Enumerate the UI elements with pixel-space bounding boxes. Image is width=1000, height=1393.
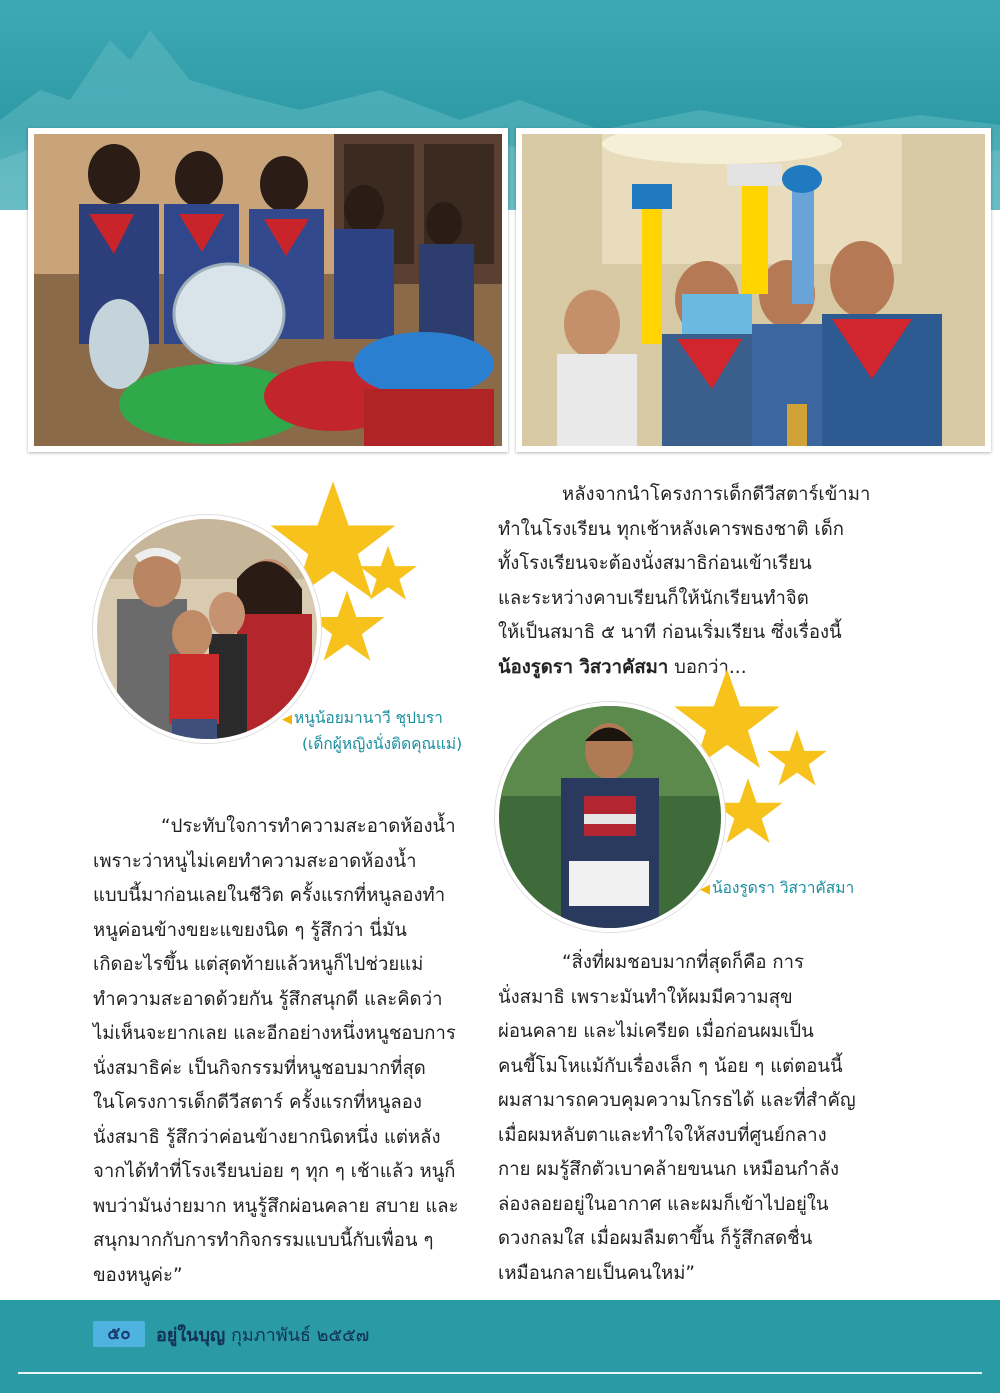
- girl-quote-line: หนูค่อนข้างขยะแขยงนิด ๆ รู้สึกว่า นี่มัน: [93, 919, 407, 941]
- magazine-title: อยู่ในบุญ: [156, 1325, 226, 1346]
- intro-line: และระหว่างคาบเรียนก็ให้นักเรียนทำจิต: [498, 587, 809, 609]
- intro-bold-name: น้องรูดรา วิสวาคัสมา: [498, 656, 669, 678]
- page-number-badge: ๕๐: [93, 1321, 145, 1347]
- intro-paragraph: [498, 478, 882, 685]
- boy-quote-line: คนขี้โมโหแม้กับเรื่องเล็ก ๆ น้อย ๆ แต่ตอนนี้: [498, 1055, 843, 1077]
- girl-quote-line: เพราะว่าหนูไม่เคยทำความสะอาดห้องน้ำ: [93, 850, 417, 872]
- boy-photo-caption: [700, 876, 854, 902]
- intro-line: หลังจากนำโครงการเด็กดีวีสตาร์เข้ามา: [562, 484, 871, 505]
- girl-quote-paragraph: [93, 810, 473, 1293]
- boy-quote-line: “สิ่งที่ผมชอบมากที่สุดก็คือ การ: [562, 952, 804, 973]
- boy-quote-line: เมื่อผมหลับตาและทำใจให้สงบที่ศูนย์กลาง: [498, 1124, 827, 1146]
- girl-quote-line: แบบนี้มาก่อนเลยในชีวิต ครั้งแรกที่หนูลองทำ: [93, 885, 446, 906]
- boy-quote-line: นั่งสมาธิ เพราะมันทำให้ผมมีความสุข: [498, 986, 793, 1008]
- photo-children-cleaning-tools: [516, 128, 991, 452]
- cleaning-scene-illustration: [522, 134, 985, 446]
- girl-caption-desc: (เด็กผู้หญิงนั่งติดคุณแม่): [302, 735, 463, 753]
- boy-quote-line: เหมือนกลายเป็นคนใหม่”: [498, 1262, 695, 1284]
- girl-quote-line: ของหนูค่ะ”: [93, 1264, 183, 1286]
- boy-quote-line: ล่องลอยอยู่ในอากาศ และผมก็เข้าไปอยู่ใน: [498, 1193, 829, 1215]
- girl-caption-name: หนูน้อยมานาวี ชุปบรา: [294, 709, 443, 727]
- girl-quote-line: จากได้ทำที่โรงเรียนบ่อย ๆ ทุก ๆ เช้าแล้ว หนูก็: [93, 1161, 456, 1182]
- boy-quote-paragraph: [498, 946, 882, 1291]
- girl-quote-line: “ประทับใจการทำความสะอาดห้องน้ำ: [161, 816, 456, 837]
- boy-caption-name: น้องรูดรา วิสวาคัสมา: [712, 879, 855, 897]
- intro-line: ทั้งโรงเรียนจะต้องนั่งสมาธิก่อนเข้าเรียน: [498, 553, 812, 574]
- girl-quote-line: นั่งสมาธิค่ะ เป็นกิจกรรมที่หนูชอบมากที่สุด: [93, 1057, 426, 1079]
- girl-quote-line: ในโครงการเด็กดีวีสตาร์ ครั้งแรกที่หนูลอง: [93, 1092, 422, 1113]
- boy-quote-line: ผ่อนคลาย และไม่เครียด เมื่อก่อนผมเป็น: [498, 1021, 814, 1042]
- girl-photo-caption: [282, 706, 462, 756]
- intro-tail: บอกว่า...: [668, 656, 747, 678]
- caption-pointer-icon: ◀: [282, 712, 292, 727]
- caption-pointer-icon: ◀: [700, 882, 710, 897]
- boy-quote-line: ดวงกลมใส เมื่อผมลืมตาขึ้น ก็รู้สึกสดชื่น: [498, 1228, 813, 1249]
- boy-quote-line: กาย ผมรู้สึกตัวเบาคล้ายขนนก เหมือนกำลัง: [498, 1159, 840, 1180]
- girl-quote-line: นั่งสมาธิ รู้สึกว่าค่อนข้างยากนิดหนึ่ง แต่หลัง: [93, 1126, 441, 1148]
- girl-quote-line: ไม่เห็นจะยากเลย และอีกอย่างหนึ่งหนูชอบการ: [93, 1023, 456, 1044]
- issue-date: กุมภาพันธ์ ๒๕๕๗: [231, 1325, 370, 1346]
- girl-quote-line: เกิดอะไรขึ้น แต่สุดท้ายแล้วหนูก็ไปช่วยแม่: [93, 954, 424, 975]
- boy-illustration: [499, 706, 721, 928]
- intro-line: ให้เป็นสมาธิ ๕ นาที ก่อนเริ่มเรียน ซึ่งเรื่องนี้: [498, 622, 842, 643]
- intro-line: ทำในโรงเรียน ทุกเช้าหลังเคารพธงชาติ เด็ก: [498, 518, 844, 540]
- girl-quote-line: ทำความสะอาดด้วยกัน รู้สึกสนุกดี และคิดว่า: [93, 988, 443, 1010]
- girl-quote-line: สนุกมากกับการทำกิจกรรมแบบนี้กับเพื่อน ๆ: [93, 1230, 434, 1251]
- washing-scene-illustration: [34, 134, 502, 446]
- photo-boy-circle: [495, 702, 725, 932]
- photo-children-washing: [28, 128, 508, 452]
- boy-quote-line: ผมสามารถควบคุมความโกรธได้ และที่สำคัญ: [498, 1090, 856, 1111]
- girl-quote-line: พบว่ามันง่ายมาก หนูรู้สึกผ่อนคลาย สบาย และ: [93, 1195, 459, 1217]
